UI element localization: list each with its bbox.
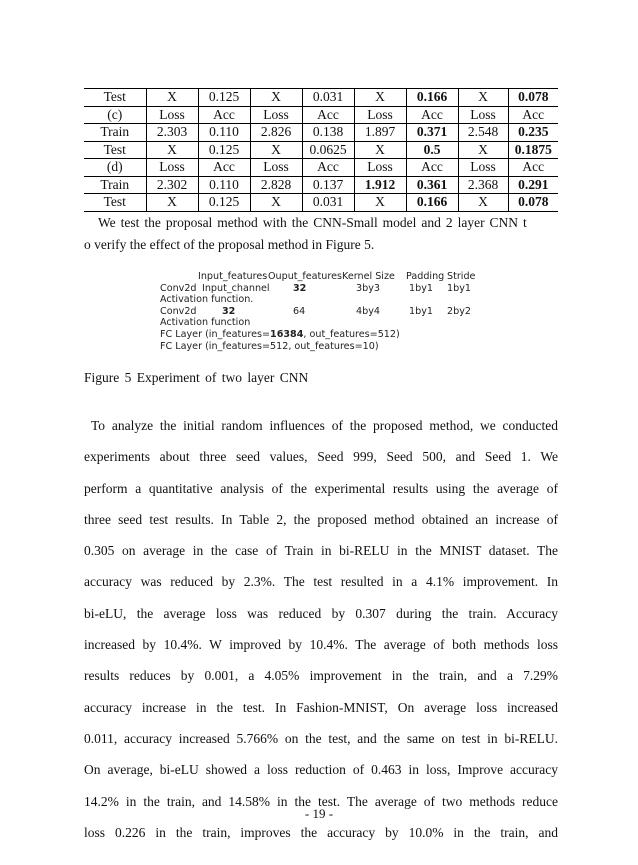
figure-header-row	[160, 271, 490, 283]
table-cell: (c)	[84, 106, 146, 124]
paragraph-line: bi-eLU, the average loss was reduced by 0.307 during the train. Accuracy	[84, 605, 558, 621]
table-cell: X	[458, 89, 508, 107]
figure-conv2-row	[160, 306, 490, 318]
table-cell: 0.361	[406, 176, 458, 194]
figure-cell: 4by4	[356, 305, 380, 317]
table-row	[84, 124, 558, 142]
table-cell: X	[146, 141, 198, 159]
figure-header-cell: Padding	[406, 271, 445, 282]
table-cell: X	[250, 194, 302, 212]
table-cell: 0.125	[198, 89, 250, 107]
table-cell: 0.235	[508, 124, 558, 142]
table-cell: Acc	[406, 106, 458, 124]
figure-cell: FC Layer (in_features=512, out_features=10)	[160, 340, 379, 352]
figure-cell: Input_channel	[202, 282, 270, 294]
table-cell: 0.0625	[302, 141, 354, 159]
table-cell: Acc	[508, 106, 558, 124]
intro-line: We test the proposal method with the CNN-Small model and 2 layer CNN t	[98, 215, 527, 230]
table-cell: Acc	[508, 159, 558, 177]
figure-activation-row	[160, 294, 490, 306]
figure-header-cell: Kernel Size	[342, 271, 395, 282]
figure-fc1-bold: 16384	[270, 328, 304, 340]
table-cell: 0.371	[406, 124, 458, 142]
paragraph-line: three seed test results. In Table 2, the proposed method obtained an increase of	[84, 511, 558, 527]
table-cell: Test	[84, 194, 146, 212]
paragraph-line: perform a quantitative analysis of the experimental results using the average of	[84, 480, 558, 496]
table-cell: 0.031	[302, 89, 354, 107]
paragraph-line: 0.011, accuracy increased 5.766% on the test, and the same on test in bi-RELU.	[84, 730, 558, 746]
table-cell: 2.826	[250, 124, 302, 142]
table-cell: X	[146, 194, 198, 212]
table-cell: 0.166	[406, 194, 458, 212]
figure-conv1-row	[160, 283, 490, 295]
figure-cell: 1by1	[409, 305, 433, 317]
figure-fc1-prefix: FC Layer (in_features=	[160, 328, 271, 340]
intro-paragraph	[84, 212, 558, 256]
table-row	[84, 106, 558, 124]
table-row	[84, 159, 558, 177]
paragraph-line: To analyze the initial random influences of the proposed method, we conducted	[91, 418, 558, 433]
table-cell: 0.166	[406, 89, 458, 107]
table-cell: 2.302	[146, 176, 198, 194]
figure-header-cell: Stride	[447, 271, 476, 282]
table-cell: 0.137	[302, 176, 354, 194]
figure-cell: 3by3	[356, 282, 380, 294]
figure-cell: 2by2	[447, 305, 471, 317]
paragraph-line: experiments about three seed values, Seed 999, Seed 500, and Seed 1. We	[84, 449, 558, 465]
paragraph-line: On average, bi-eLU showed a loss reduction of 0.463 in loss, Improve accuracy	[84, 762, 558, 778]
table-cell: Acc	[302, 159, 354, 177]
table-cell: X	[458, 141, 508, 159]
figure-fc1-row	[160, 329, 490, 341]
table-cell: 2.828	[250, 176, 302, 194]
figure-cell: Activation function	[160, 317, 251, 329]
analysis-paragraph	[84, 410, 558, 848]
figure-cell: 32	[222, 305, 236, 317]
figure-cell: 64	[293, 305, 306, 317]
table-cell: Acc	[198, 106, 250, 124]
table-row	[84, 176, 558, 194]
figure-cell: Conv2d	[160, 282, 197, 294]
table-cell: 0.5	[406, 141, 458, 159]
table-cell: Loss	[250, 159, 302, 177]
paragraph-line: increased by 10.4%. W improved by 10.4%. The average of both methods loss	[84, 637, 558, 653]
figure-cell: 1by1	[409, 282, 433, 294]
table-cell: 1.897	[354, 124, 406, 142]
table-cell: 0.291	[508, 176, 558, 194]
table-cell: X	[250, 89, 302, 107]
table-cell: 0.078	[508, 89, 558, 107]
paragraph-line: 14.2% in the train, and 14.58% in the test. The average of two methods reduce	[84, 793, 558, 809]
table-cell: 0.110	[198, 124, 250, 142]
table-cell: X	[250, 141, 302, 159]
paragraph-line: loss 0.226 in the train, improves the accuracy by 10.0% in the train, and	[84, 824, 558, 840]
table-row	[84, 194, 558, 212]
figure-caption: Figure 5 Experiment of two layer CNN	[84, 370, 309, 385]
paragraph-line: accuracy was reduced by 2.3%. The test resulted in a 4.1% improvement. In	[84, 574, 558, 590]
table-row	[84, 141, 558, 159]
table-cell: (d)	[84, 159, 146, 177]
table-cell: Test	[84, 141, 146, 159]
table-cell: X	[458, 194, 508, 212]
table-cell: 0.1875	[508, 141, 558, 159]
table-cell: X	[354, 141, 406, 159]
table-cell: 0.125	[198, 194, 250, 212]
table-cell: Acc	[302, 106, 354, 124]
table-cell: Loss	[146, 106, 198, 124]
table-cell: 0.110	[198, 176, 250, 194]
table-cell: Loss	[146, 159, 198, 177]
table-cell: X	[146, 89, 198, 107]
table-cell: Loss	[250, 106, 302, 124]
figure-fc1-suffix: , out_features=512)	[303, 328, 400, 340]
figure-5-layer-spec	[160, 271, 490, 352]
figure-fc1-text	[160, 329, 400, 341]
page-number: - 19 -	[304, 806, 334, 821]
table-cell: X	[354, 89, 406, 107]
figure-cell: Conv2d	[160, 305, 197, 317]
table-cell: Loss	[354, 106, 406, 124]
table-cell: 0.138	[302, 124, 354, 142]
results-table	[84, 88, 558, 212]
table-cell: Acc	[198, 159, 250, 177]
paragraph-line: 0.305 on average in the case of Train in bi-RELU in the MNIST dataset. The	[84, 543, 558, 559]
table-cell: Train	[84, 176, 146, 194]
paragraph-line: results reduces by 0.001, a 4.05% improvement in the train, and a 7.29%	[84, 668, 558, 684]
table-cell: X	[354, 194, 406, 212]
table-row	[84, 89, 558, 107]
table-cell: 1.912	[354, 176, 406, 194]
figure-header-cell: Input_features	[198, 271, 268, 282]
table-cell: Train	[84, 124, 146, 142]
table-cell: Acc	[406, 159, 458, 177]
table-cell: 2.368	[458, 176, 508, 194]
table-cell: 2.303	[146, 124, 198, 142]
figure-cell: 1by1	[447, 282, 471, 294]
intro-line: o verify the effect of the proposal method in Figure 5.	[84, 237, 375, 252]
table-cell: Loss	[458, 159, 508, 177]
table-cell: 0.031	[302, 194, 354, 212]
table-cell: Test	[84, 89, 146, 107]
table-cell: 0.125	[198, 141, 250, 159]
figure-cell: Activation function.	[160, 294, 254, 306]
figure-cell: 32	[293, 282, 307, 294]
table-cell: 0.078	[508, 194, 558, 212]
paragraph-line: accuracy increase in the test. In Fashion-MNIST, On average loss increased	[84, 699, 558, 715]
figure-activation-row	[160, 317, 490, 329]
table-cell: Loss	[354, 159, 406, 177]
table-cell: Loss	[458, 106, 508, 124]
table-cell: 2.548	[458, 124, 508, 142]
figure-header-cell: Ouput_features	[268, 271, 342, 282]
figure-fc2-row	[160, 341, 490, 353]
